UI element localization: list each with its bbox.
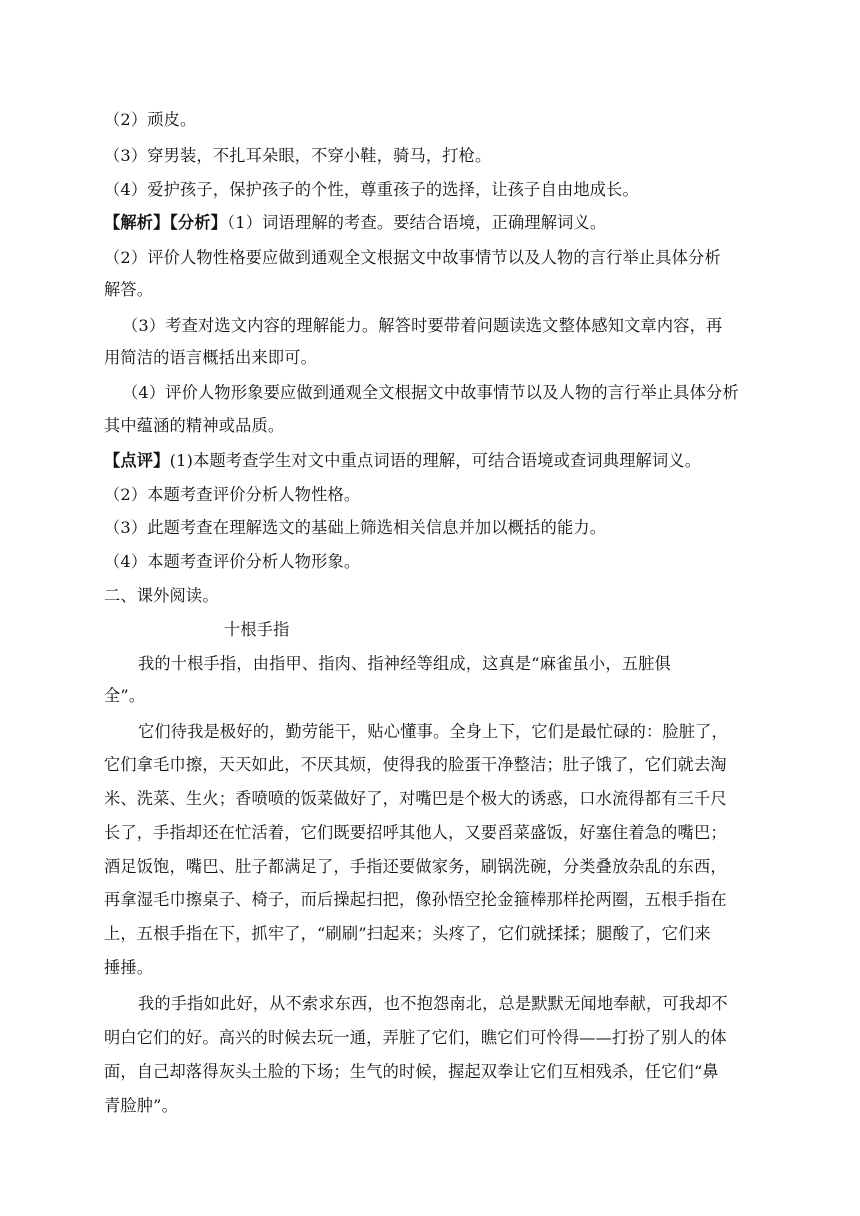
passage-p1-line-1: 我的十根手指，由指甲、指肉、指神经等组成，这真是“麻雀虽小，五脏俱 <box>138 654 671 673</box>
analysis-tag: 【解析】【分析】 <box>104 213 227 232</box>
passage-p2-line-5: 酒足饭饱，嘴巴、肚子都满足了，手指还要做家务，刷锅洗碗，分类叠放杂乱的东西， <box>104 857 727 876</box>
passage-p2-line-4: 长了，手指却还在忙活着，它们既要招呼其他人，又要舀菜盛饭，好塞住着急的嘴巴； <box>104 823 727 842</box>
passage-p2-line-1: 它们待我是极好的，勤劳能干，贴心懂事。全身上下，它们是最忙碌的：脸脏了， <box>138 722 728 741</box>
analysis-2-line-1: （2）评价人物性格要应做到通观全文根据文中故事情节以及人物的言行举止具体分析 <box>104 248 721 267</box>
comment-text-1: (1)本题考查学生对文中重点词语的理解，可结合语境或查词典理解词义。 <box>169 451 702 470</box>
passage-title: 十根手指 <box>224 620 290 639</box>
passage-p2-line-3: 米、洗菜、生火；香喷喷的饭菜做好了，对嘴巴是个极大的诱惑，口水流得都有三千尺 <box>104 789 727 808</box>
section-heading: 二、课外阅读。 <box>104 586 219 605</box>
answer-4: （4）爱护孩子，保护孩子的个性，尊重孩子的选择，让孩子自由地成长。 <box>104 180 639 199</box>
passage-p3-line-1: 我的手指如此好，从不索求东西，也不抱怨南北，总是默默无闻地奉献，可我却不 <box>138 994 728 1013</box>
passage-p3-line-3: 面，自己却落得灰头土脸的下场；生气的时候，握起双拳让它们互相残杀，任它们“鼻 <box>104 1062 719 1081</box>
answer-2: （2）顽皮。 <box>104 110 197 129</box>
comment-line-2: （2）本题考查评价分析人物性格。 <box>104 485 361 504</box>
analysis-4-line-2: 其中蕴涵的精神或品质。 <box>104 416 285 435</box>
passage-p2-line-7: 上，五根手指在下，抓牢了，“刷刷”扫起来；头疼了，它们就揉揉；腿酸了，它们来 <box>104 924 711 943</box>
analysis-4-line-1: （4）评价人物形象要应做到通观全文根据文中故事情节以及人物的言行举止具体分析 <box>122 383 739 402</box>
comment-line-3: （3）此题考查在理解选文的基础上筛选相关信息并加以概括的能力。 <box>104 518 607 537</box>
passage-p2-line-8: 捶捶。 <box>104 958 154 977</box>
comment-line-4: （4）本题考查评价分析人物形象。 <box>104 552 361 571</box>
analysis-3-line-1: （3）考查对选文内容的理解能力。解答时要带着问题读选文整体感知文章内容，再 <box>122 316 723 335</box>
passage-p1-line-2: 全”。 <box>104 686 146 705</box>
comment-tag: 【点评】 <box>104 451 170 470</box>
comment-line-1 <box>104 451 701 471</box>
answer-3: （3）穿男装，不扎耳朵眼，不穿小鞋，骑马，打枪。 <box>104 146 492 165</box>
analysis-line-1 <box>104 213 606 233</box>
analysis-3-line-2: 用简洁的语言概括出来即可。 <box>104 348 318 367</box>
passage-p2-line-2: 它们拿毛巾擦，天天如此，不厌其烦，使得我的脸蛋干净整洁；肚子饿了，它们就去淘 <box>104 755 727 774</box>
passage-p2-line-6: 再拿湿毛巾擦桌子、椅子，而后操起扫把，像孙悟空抡金箍棒那样抡两圈，五根手指在 <box>104 890 727 909</box>
analysis-text-1: （1）词语理解的考查。要结合语境，正确理解词义。 <box>227 213 607 232</box>
passage-p3-line-4: 青脸肿”。 <box>104 1096 179 1115</box>
passage-p3-line-2: 明白它们的好。高兴的时候去玩一通，弄脏了它们，瞧它们可怜得——打扮了别人的体 <box>104 1028 727 1047</box>
analysis-2-line-2: 解答。 <box>104 280 154 299</box>
